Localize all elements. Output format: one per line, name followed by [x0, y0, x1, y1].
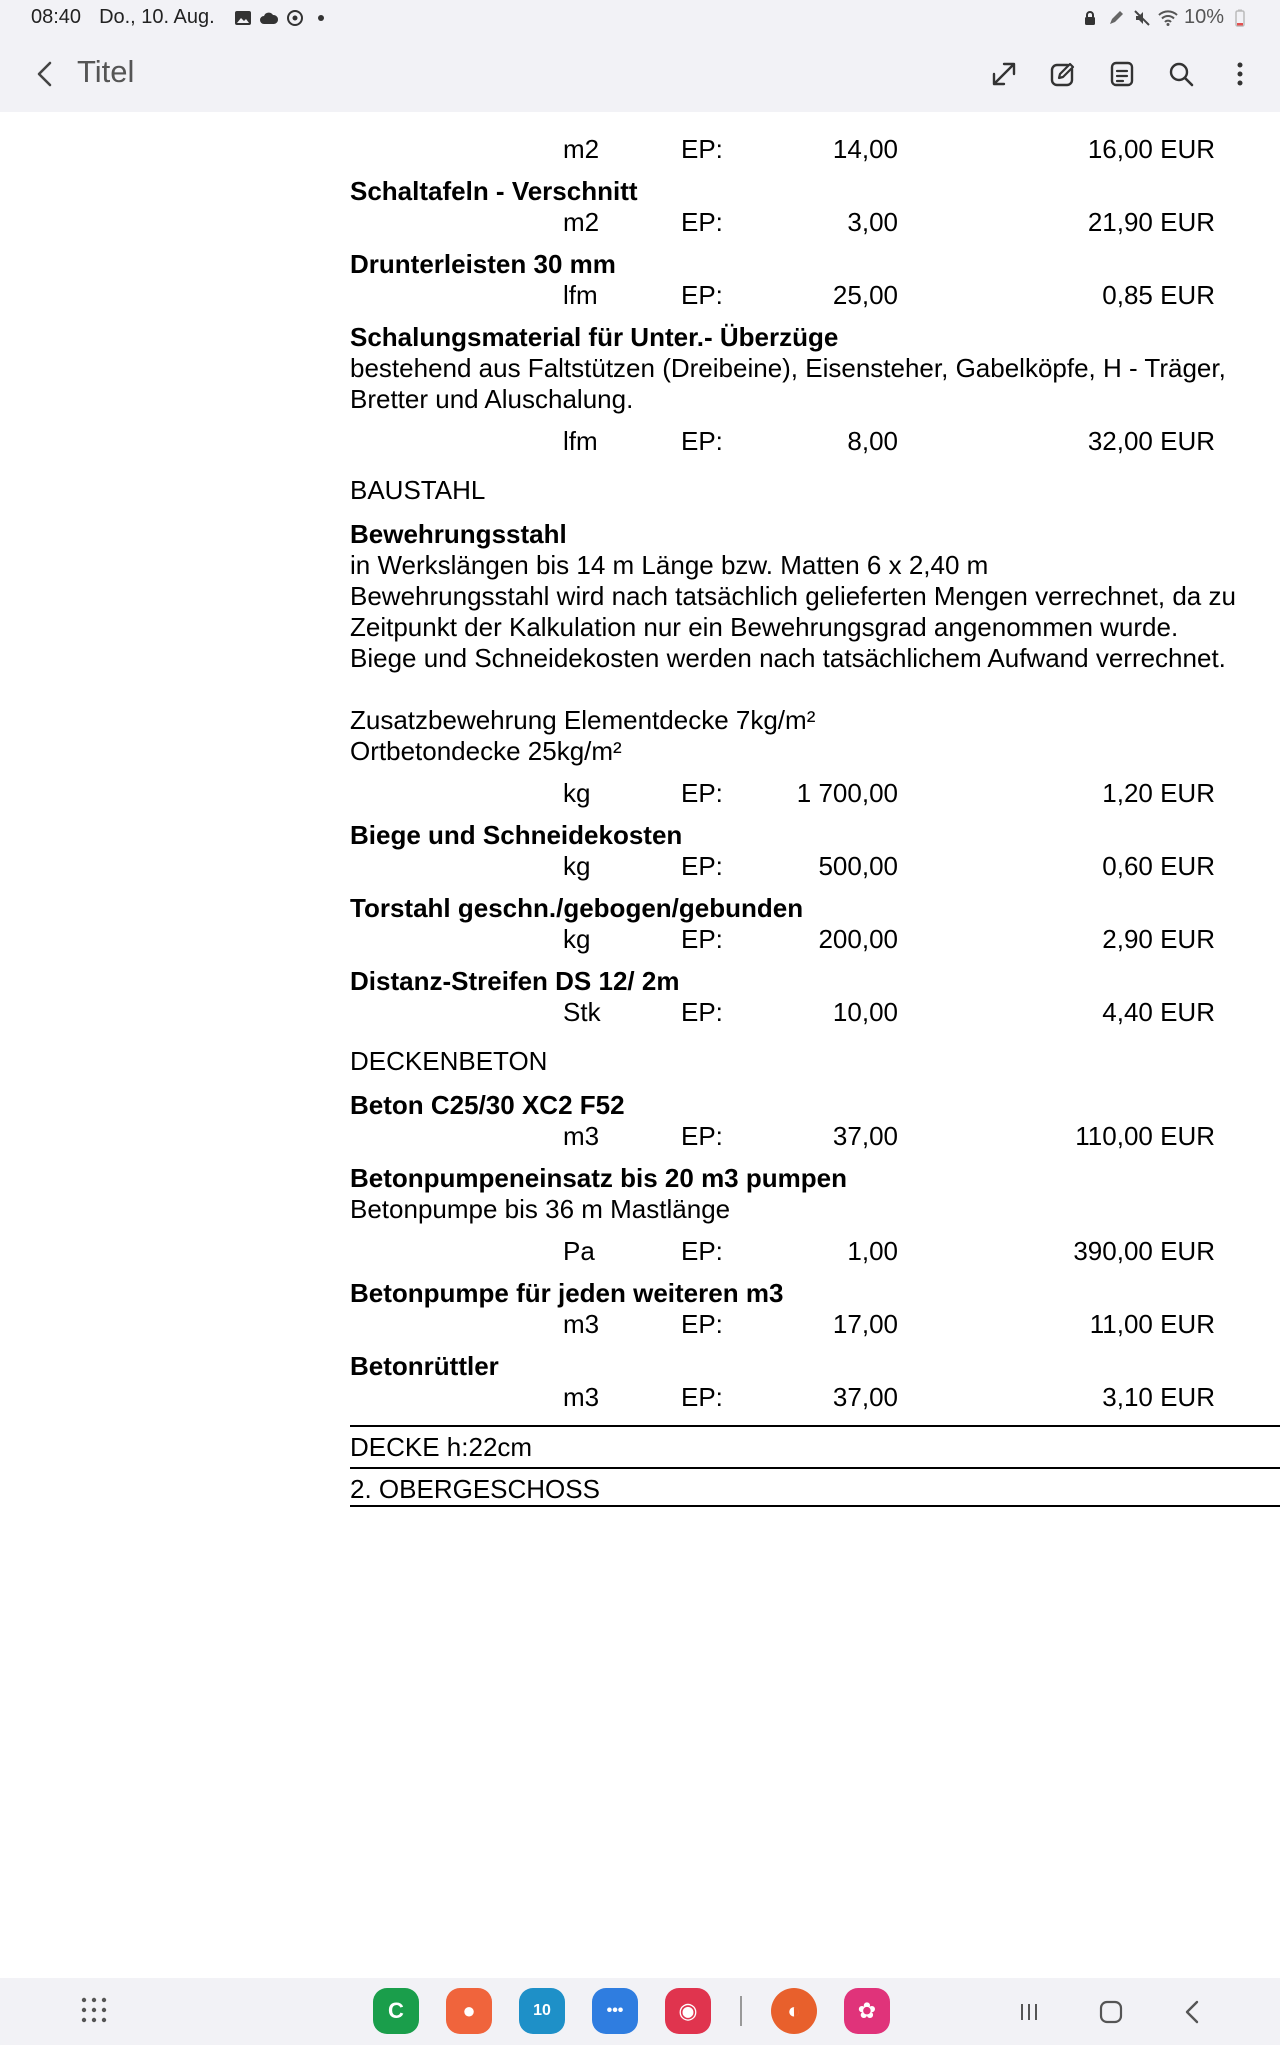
line-item — [350, 134, 1280, 165]
page-title: Titel — [77, 54, 135, 89]
subtotal-row-og — [350, 1467, 1280, 1507]
section-heading: DECKENBETON — [350, 1046, 548, 1076]
edit-icon — [1049, 60, 1077, 88]
more-button[interactable] — [1218, 54, 1262, 94]
line-item — [350, 176, 1280, 238]
quantity: 3,00 — [847, 207, 898, 237]
line-item — [350, 519, 1280, 809]
expand-button[interactable] — [982, 54, 1026, 94]
document-view[interactable] — [0, 112, 1280, 1978]
line-item — [350, 1163, 1280, 1267]
quantity: 14,00 — [832, 134, 898, 164]
unit: m3 — [563, 1309, 600, 1339]
quantity-row — [350, 851, 1280, 882]
unit-price: 0,85 EUR — [1102, 280, 1215, 310]
item-description: in Werkslängen bis 14 m Länge bzw. Matten 6 x 2,40 m — [350, 550, 989, 580]
status-bar — [0, 0, 1280, 36]
unit-price: 4,40 EUR — [1102, 997, 1215, 1027]
line-item — [350, 322, 1280, 457]
unit: Pa — [563, 1236, 595, 1266]
quantity: 37,00 — [832, 1121, 898, 1151]
toolbar — [982, 54, 1262, 94]
line-item — [350, 966, 1280, 1028]
line-item — [350, 1278, 1280, 1340]
unit: kg — [563, 778, 591, 808]
unit-price: 11,00 EUR — [1089, 1309, 1215, 1339]
status-left — [31, 6, 331, 29]
status-right — [1080, 6, 1250, 29]
dock-separator — [740, 1996, 742, 2026]
nav-back-button[interactable] — [1172, 1992, 1212, 2032]
line-item — [350, 893, 1280, 955]
chevron-left-icon — [33, 60, 55, 88]
gallery-icon — [233, 8, 253, 28]
unit: kg — [563, 851, 591, 881]
mute-icon — [1132, 8, 1152, 28]
back-button[interactable] — [26, 56, 62, 92]
cloud-icon — [259, 8, 279, 28]
ep-label: EP: — [681, 1236, 723, 1266]
subtotal-label: DECKE h:22cm — [350, 1432, 533, 1462]
app-dock — [373, 1988, 890, 2034]
item-description: Bewehrungsstahl wird nach tatsächlich gelieferten Mengen verrechnet, da zu — [350, 581, 1236, 611]
home-button[interactable] — [1091, 1992, 1131, 2032]
item-description: Ortbetondecke 25kg/m² — [350, 736, 622, 766]
ep-label: EP: — [681, 851, 723, 881]
quantity-row — [350, 1236, 1280, 1267]
search-icon — [1168, 61, 1194, 87]
lock-icon — [1080, 8, 1100, 28]
quantity-row — [350, 280, 1280, 311]
ep-label: EP: — [681, 134, 723, 164]
grid-icon — [78, 1994, 110, 2026]
item-heading: Betonpumpe für jeden weiteren m3 — [350, 1278, 784, 1308]
wifi-icon — [1158, 8, 1178, 28]
line-item — [350, 820, 1280, 882]
ep-label: EP: — [681, 778, 723, 808]
quantity-row — [350, 1382, 1280, 1413]
line-item — [350, 1351, 1280, 1413]
item-description: Betonpumpe bis 36 m Mastlänge — [350, 1194, 731, 1224]
item-description: Zusatzbewehrung Elementdecke 7kg/m² — [350, 705, 816, 735]
item-heading: Schalungsmaterial für Unter.- Überzüge — [350, 322, 839, 352]
unit-price: 16,00 EUR — [1087, 134, 1215, 164]
item-description: Bretter und Aluschalung. — [350, 384, 634, 414]
quantity: 25,00 — [832, 280, 898, 310]
ep-label: EP: — [681, 280, 723, 310]
quantity-row — [350, 778, 1280, 809]
back-icon — [1182, 1999, 1202, 2025]
item-heading: Bewehrungsstahl — [350, 519, 567, 549]
blossom-app-icon[interactable]: ✿ — [844, 1988, 890, 2034]
item-heading: Betonpumpeneinsatz bis 20 m3 pumpen — [350, 1163, 847, 1193]
quantity: 1 700,00 — [796, 778, 898, 808]
unit: m3 — [563, 1121, 600, 1151]
app-bar — [0, 36, 1280, 112]
calendar-app-icon[interactable]: 10 — [519, 1988, 565, 2034]
unit-price: 32,00 EUR — [1087, 426, 1215, 456]
unit: m2 — [563, 134, 600, 164]
unit-price: 2,90 EUR — [1102, 924, 1215, 954]
navigation-bar — [0, 1978, 1280, 2045]
unit: m2 — [563, 207, 600, 237]
item-heading: Distanz-Streifen DS 12/ 2m — [350, 966, 680, 996]
recent-apps-button[interactable] — [1009, 1992, 1049, 2032]
messages-app-icon[interactable]: ••• — [592, 1988, 638, 2034]
pen-icon — [1106, 8, 1126, 28]
phone-app-icon[interactable]: C — [373, 1988, 419, 2034]
unit: Stk — [563, 997, 601, 1027]
quantity-row — [350, 134, 1280, 165]
ep-label: EP: — [681, 207, 723, 237]
reader-button[interactable] — [1100, 54, 1144, 94]
ep-label: EP: — [681, 1382, 723, 1412]
section-heading: BAUSTAHL — [350, 475, 486, 505]
item-description: bestehend aus Faltstützen (Dreibeine), Eisensteher, Gabelköpfe, H - Träger, — [350, 353, 1226, 383]
item-description: Zeitpunkt der Kalkulation nur ein Bewehrungsgrad angenommen wurde. — [350, 612, 1179, 642]
subtotal-row-decke — [350, 1425, 1280, 1467]
quantity: 1,00 — [847, 1236, 898, 1266]
ep-label: EP: — [681, 997, 723, 1027]
item-heading: Drunterleisten 30 mm — [350, 249, 616, 279]
item-description: Biege und Schneidekosten werden nach tatsächlichem Aufwand verrechnet. — [350, 643, 1226, 673]
quantity-row — [350, 1121, 1280, 1152]
contacts-app-icon[interactable]: ● — [446, 1988, 492, 2034]
unit: kg — [563, 924, 591, 954]
unit-price: 0,60 EUR — [1102, 851, 1215, 881]
edit-button[interactable] — [1041, 54, 1085, 94]
unit-price: 390,00 EUR — [1073, 1236, 1215, 1266]
expand-icon — [991, 61, 1017, 87]
dot-icon — [311, 8, 331, 28]
item-heading: Beton C25/30 XC2 F52 — [350, 1090, 625, 1120]
more-icon — [1236, 61, 1244, 87]
line-item — [350, 1090, 1280, 1152]
ep-label: EP: — [681, 1121, 723, 1151]
unit: m3 — [563, 1382, 600, 1412]
quantity-row — [350, 924, 1280, 955]
recents-icon — [1017, 2000, 1041, 2024]
search-button[interactable] — [1159, 54, 1203, 94]
ep-label: EP: — [681, 1309, 723, 1339]
unit: lfm — [563, 426, 598, 456]
quantity: 8,00 — [847, 426, 898, 456]
quantity: 200,00 — [818, 924, 898, 954]
line-item — [350, 249, 1280, 311]
item-heading: Betonrüttler — [350, 1351, 499, 1381]
quantity: 37,00 — [832, 1382, 898, 1412]
subtotal-label: 2. OBERGESCHOSS — [350, 1474, 600, 1504]
status-date: Do., 10. Aug. — [99, 6, 215, 28]
ep-label: EP: — [681, 426, 723, 456]
ep-label: EP: — [681, 924, 723, 954]
unit: lfm — [563, 280, 598, 310]
battery-icon — [1230, 8, 1250, 28]
camera-app-icon[interactable]: ◉ — [665, 1988, 711, 2034]
item-heading: Biege und Schneidekosten — [350, 820, 683, 850]
document-content — [350, 134, 1280, 1507]
unit-price: 110,00 EUR — [1075, 1121, 1215, 1151]
unit-price: 3,10 EUR — [1102, 1382, 1215, 1412]
duckduckgo-app-icon[interactable]: ◐ — [771, 1988, 817, 2034]
sync-icon — [285, 8, 305, 28]
quantity-row — [350, 1309, 1280, 1340]
quantity: 17,00 — [832, 1309, 898, 1339]
quantity: 500,00 — [818, 851, 898, 881]
battery-percent: 10% — [1183, 6, 1224, 28]
quantity-row — [350, 997, 1280, 1028]
unit-price: 21,90 EUR — [1087, 207, 1215, 237]
quantity-row — [350, 426, 1280, 457]
quantity-row — [350, 207, 1280, 238]
status-time: 08:40 — [31, 6, 82, 28]
reader-icon — [1110, 60, 1134, 88]
quantity: 10,00 — [832, 997, 898, 1027]
home-icon — [1098, 1999, 1124, 2025]
item-heading: Schaltafeln - Verschnitt — [350, 176, 638, 206]
app-drawer-button[interactable] — [78, 1994, 110, 2026]
item-heading: Torstahl geschn./gebogen/gebunden — [350, 893, 804, 923]
unit-price: 1,20 EUR — [1102, 778, 1215, 808]
